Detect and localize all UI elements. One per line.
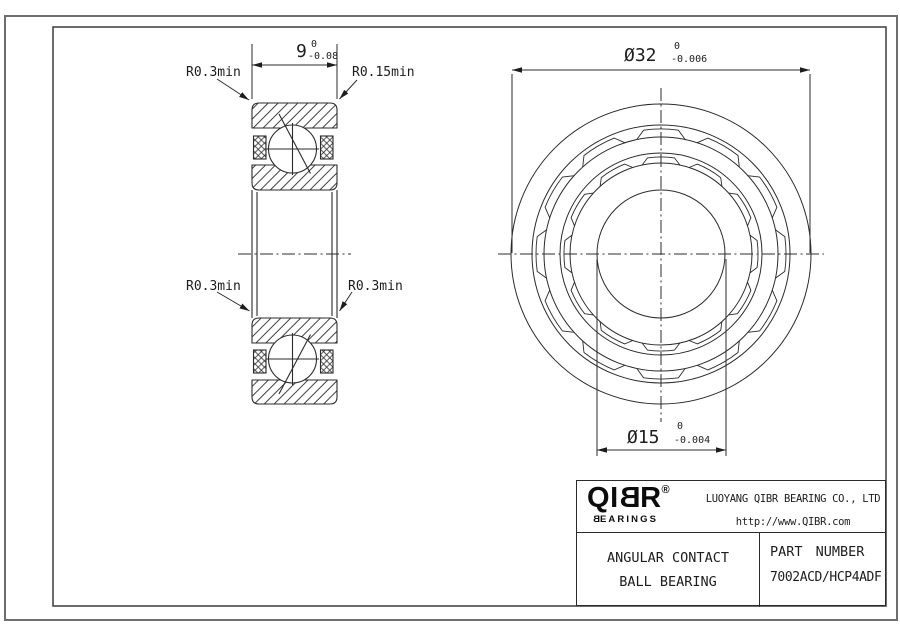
part-number-label: PART NUMBER (770, 544, 865, 560)
label-radius-mid-right: R0.3min (348, 279, 403, 294)
dim-bore-tol-lower: -0.004 (674, 435, 711, 446)
outer-ring-top (252, 103, 337, 128)
outer-ring-bottom (252, 380, 337, 404)
dim-bore-tol-upper: 0 (677, 421, 684, 432)
product-line2: BALL BEARING (619, 574, 717, 591)
cage-bottom-right (321, 350, 334, 373)
company-name: LUOYANG QIBR BEARING CO., LTD (705, 493, 881, 505)
company-info (701, 481, 885, 532)
logo-subtext: BEARINGS (591, 514, 658, 525)
dim-width-tol-lower: -0.08 (308, 51, 339, 62)
title-block-body (577, 533, 885, 607)
dim-bore-value: Ø15 (627, 427, 660, 448)
cage-bottom-left (254, 350, 267, 373)
cage-top-left (254, 136, 267, 159)
title-block (576, 480, 886, 606)
dim-width-value: 9 (296, 41, 307, 62)
product-description (577, 533, 760, 607)
dim-outer-tol-lower: -0.006 (671, 54, 708, 65)
section-view (238, 103, 351, 404)
front-view (498, 88, 824, 422)
dim-outer-tol-upper: 0 (674, 41, 681, 52)
logo-text: QIBR® (587, 482, 671, 514)
part-number-value: 7002ACD/HCP4ADF (770, 570, 882, 585)
label-radius-mid-left: R0.3min (186, 279, 241, 294)
label-radius-top-right: R0.15min (352, 65, 415, 80)
part-number-cell (760, 533, 885, 607)
product-line1: ANGULAR CONTACT (607, 550, 729, 566)
registered-mark-icon: ® (661, 484, 671, 496)
dim-outer-value: Ø32 (624, 45, 657, 66)
dim-width-tol-upper: 0 (311, 39, 318, 50)
company-website: http://www.QIBR.com (735, 515, 851, 528)
cage-top-right (321, 136, 334, 159)
label-radius-top-left: R0.3min (186, 65, 241, 80)
title-block-header (577, 481, 885, 533)
company-logo (577, 481, 701, 532)
